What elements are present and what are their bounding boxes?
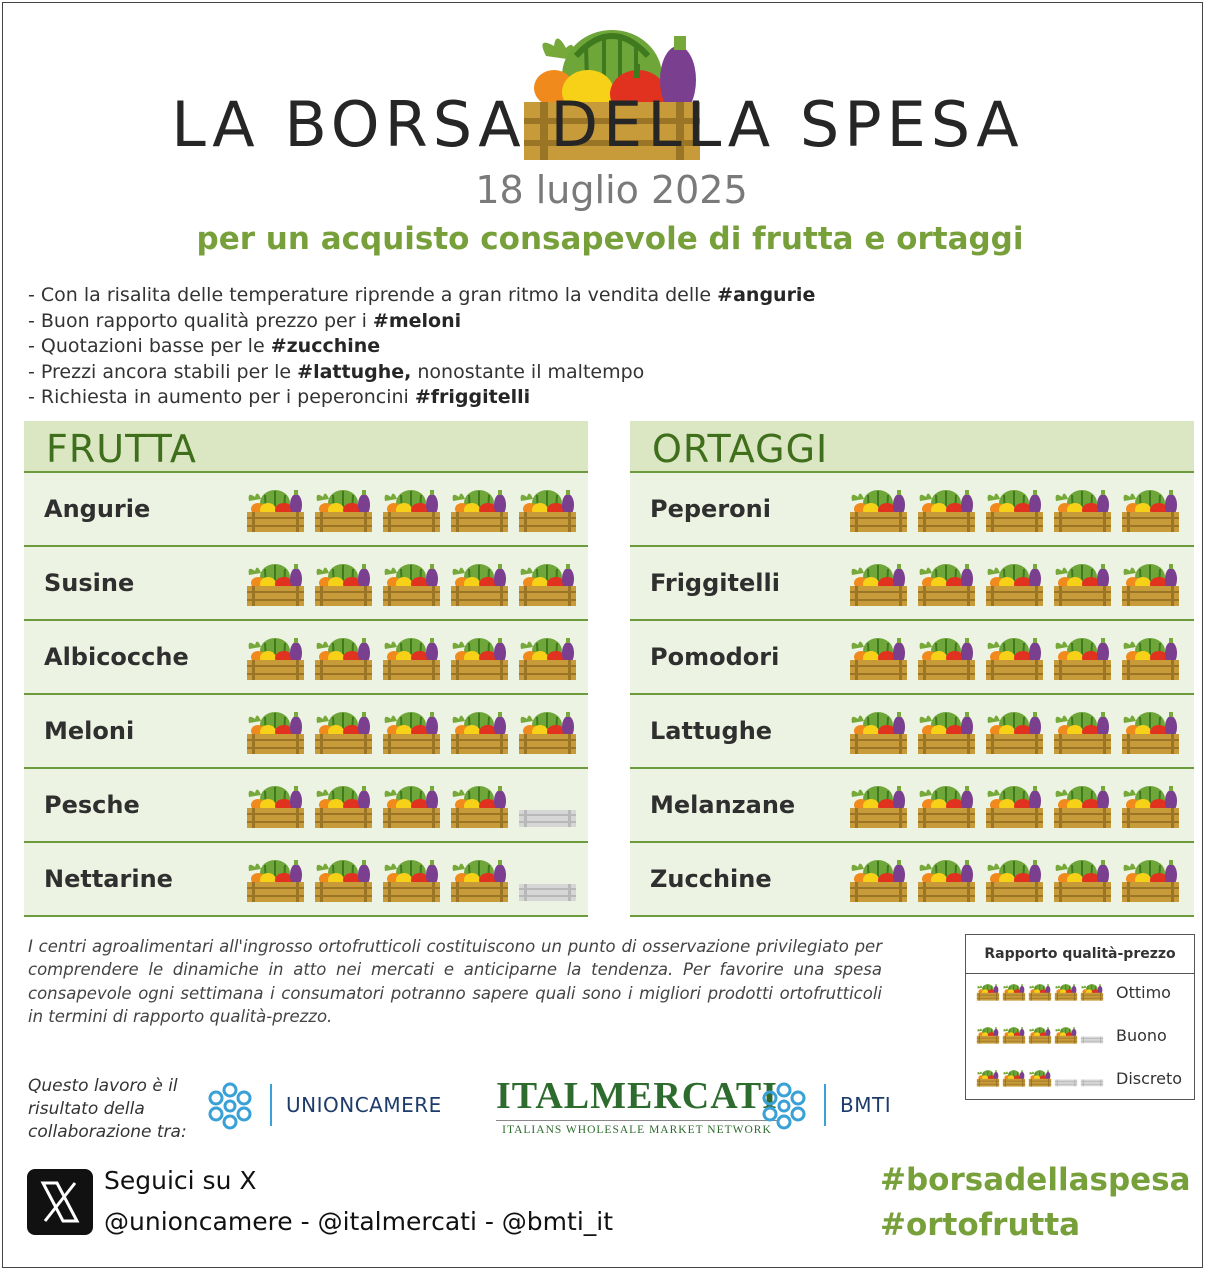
note-text: - Richiesta in aumento per i peperoncini [28,386,415,408]
full-crate-icon [313,783,374,829]
bmti-label: BMTI [840,1093,892,1117]
legend-entry [976,1025,1167,1045]
full-crate-icon [1028,983,1052,1001]
full-crate-icon [984,487,1045,533]
empty-crate-icon [517,857,578,903]
rating-crates [245,857,578,903]
full-crate-icon [517,635,578,681]
ortaggi-panel [630,421,1194,917]
full-crate-icon [848,561,909,607]
rating-crates [245,783,578,829]
full-crate-icon [381,857,442,903]
full-crate-icon [449,783,510,829]
collab-line-3: collaborazione tra: [28,1122,187,1142]
full-crate-icon [449,561,510,607]
full-crate-icon [1120,635,1181,681]
rating-crates [848,635,1181,681]
full-crate-icon [1120,857,1181,903]
product-label: Susine [44,569,135,597]
full-crate-icon [916,783,977,829]
rating-crates [245,709,578,755]
unioncamere-emblem-icon [204,1080,256,1130]
empty-crate-icon [517,783,578,829]
ortaggi-row [630,473,1194,547]
rating-crates [848,487,1181,533]
divider [824,1084,826,1126]
full-crate-icon [976,1026,1000,1044]
full-crate-icon [245,487,306,533]
full-crate-icon [381,783,442,829]
note-hashtag: #lattughe, [297,360,412,383]
full-crate-icon [916,561,977,607]
full-crate-icon [313,635,374,681]
full-crate-icon [313,487,374,533]
ortaggi-row [630,843,1194,917]
full-crate-icon [984,783,1045,829]
note-line [28,283,815,309]
full-crate-icon [984,561,1045,607]
note-line [28,360,815,386]
note-hashtag: #angurie [717,284,816,306]
italmercati-label: ITALMERCATI [496,1075,778,1117]
x-logo-icon[interactable] [27,1169,93,1235]
note-text: - Con la risalita delle temperature riprende a gran ritmo la vendita delle [28,284,718,306]
rating-crates [245,635,578,681]
full-crate-icon [848,783,909,829]
full-crate-icon [1028,1026,1052,1044]
full-crate-icon [517,561,578,607]
full-crate-icon [976,983,1000,1001]
full-crate-icon [984,709,1045,755]
bmti-logo[interactable] [758,1080,891,1130]
full-crate-icon [1120,709,1181,755]
frutta-panel [24,421,588,917]
full-crate-icon [1052,487,1113,533]
note-hashtag: #friggitelli [414,386,531,408]
collab-line-2: risultato della [28,1099,145,1119]
full-crate-icon [1002,983,1026,1001]
legend-box [965,934,1195,1100]
legend-label: Ottimo [1116,982,1171,1002]
hashtag-ortofrutta[interactable]: #ortofrutta [880,1207,1081,1243]
full-crate-icon [916,857,977,903]
full-crate-icon [313,709,374,755]
full-crate-icon [245,857,306,903]
legend-entry [976,1068,1183,1088]
page-title: LA BORSA DELLA SPESA [171,88,1024,161]
ortaggi-row [630,695,1194,769]
rating-crates [848,783,1181,829]
full-crate-icon [848,709,909,755]
full-crate-icon [1052,783,1113,829]
full-crate-icon [1002,1026,1026,1044]
full-crate-icon [916,635,977,681]
full-crate-icon [848,857,909,903]
full-crate-icon [245,635,306,681]
note-text: - Buon rapporto qualità prezzo per i [28,309,373,332]
full-crate-icon [313,857,374,903]
full-crate-icon [245,783,306,829]
rating-crates [848,561,1181,607]
hashtag-borsadellaspesa[interactable]: #borsadellaspesa [880,1162,1191,1198]
full-crate-icon [1052,561,1113,607]
full-crate-icon [1052,709,1113,755]
product-label: Meloni [44,717,135,745]
product-label: Albicocche [44,643,189,671]
unioncamere-logo[interactable] [204,1080,442,1130]
date-label: 18 luglio 2025 [475,168,748,212]
full-crate-icon [916,709,977,755]
full-crate-icon [381,709,442,755]
collab-line-1: Questo lavoro è il [28,1076,178,1096]
full-crate-icon [1080,983,1104,1001]
full-crate-icon [1120,783,1181,829]
frutta-heading: FRUTTA [46,427,197,471]
note-hashtag: #meloni [372,309,462,332]
rating-crates [848,709,1181,755]
full-crate-icon [449,709,510,755]
product-label: Pomodori [650,643,780,671]
full-crate-icon [517,709,578,755]
note-text: - Prezzi ancora stabili per le [28,360,298,383]
frutta-row [24,547,588,621]
note-line [28,309,815,335]
ortaggi-row [630,769,1194,843]
product-label: Nettarine [44,865,173,893]
frutta-heading-bar [24,421,588,473]
follow-label: Seguici su X [104,1166,257,1195]
full-crate-icon [916,487,977,533]
full-crate-icon [848,635,909,681]
empty-crate-icon [1080,1069,1104,1087]
notes-list [28,283,815,411]
full-crate-icon [848,487,909,533]
italmercati-tagline: ITALIANS WHOLESALE MARKET NETWORK [496,1120,778,1136]
rating-crates [848,857,1181,903]
empty-crate-icon [1080,1026,1104,1044]
divider [270,1084,272,1126]
legend-label: Discreto [1116,1068,1183,1088]
full-crate-icon [245,561,306,607]
note-line [28,334,815,360]
subtitle: per un acquisto consapevole di frutta e ortaggi [196,221,1024,257]
product-label: Pesche [44,791,140,819]
full-crate-icon [449,487,510,533]
legend-title: Rapporto qualità-prezzo [966,935,1194,974]
note-line [28,385,815,411]
full-crate-icon [381,487,442,533]
social-handles[interactable]: @unioncamere - @italmercati - @bmti_it [104,1207,614,1236]
full-crate-icon [984,635,1045,681]
full-crate-icon [313,561,374,607]
product-label: Angurie [44,495,151,523]
note-hashtag: #zucchine [270,335,381,357]
note-text: - Quotazioni basse per le [28,335,271,357]
legend-entry [976,982,1171,1002]
frutta-row [24,695,588,769]
italmercati-logo[interactable] [496,1074,778,1136]
full-crate-icon [1052,857,1113,903]
full-crate-icon [381,561,442,607]
full-crate-icon [381,635,442,681]
collaboration-note [28,1075,187,1144]
unioncamere-label: UNIONCAMERE [286,1093,442,1117]
full-crate-icon [1120,561,1181,607]
empty-crate-icon [1054,1069,1078,1087]
ortaggi-row [630,547,1194,621]
legend-crates [976,1069,1104,1087]
frutta-row [24,473,588,547]
full-crate-icon [245,709,306,755]
rating-crates [245,487,578,533]
full-crate-icon [1054,983,1078,1001]
legend-label: Buono [1116,1025,1167,1045]
full-crate-icon [449,857,510,903]
frutta-row [24,843,588,917]
product-label: Peperoni [650,495,771,523]
ortaggi-heading: ORTAGGI [652,427,829,471]
legend-crates [976,983,1104,1001]
full-crate-icon [1028,1069,1052,1087]
rating-crates [245,561,578,607]
full-crate-icon [449,635,510,681]
ortaggi-heading-bar [630,421,1194,473]
note-tail: nonostante il maltempo [411,360,645,383]
full-crate-icon [1054,1026,1078,1044]
product-label: Lattughe [650,717,773,745]
frutta-row [24,621,588,695]
ortaggi-row [630,621,1194,695]
full-crate-icon [984,857,1045,903]
product-label: Melanzane [650,791,796,819]
full-crate-icon [1052,635,1113,681]
bmti-emblem-icon [758,1080,810,1130]
full-crate-icon [1002,1069,1026,1087]
full-crate-icon [517,487,578,533]
description-text: I centri agroalimentari all'ingrosso ortofrutticoli costituiscono un punto di osservazione privilegiato per comprendere le dinamiche in atto nei mercati e anticiparne la tendenza. Per favorire una spesa consapevole ogni settimana i consumatori potranno sapere quali sono i migliori prodotti ortofrutticoli in termini di rapporto qualità-prezzo. [28,937,882,1026]
frutta-row [24,769,588,843]
product-label: Friggitelli [650,569,780,597]
product-label: Zucchine [650,865,772,893]
full-crate-icon [1120,487,1181,533]
full-crate-icon [976,1069,1000,1087]
legend-crates [976,1026,1104,1044]
